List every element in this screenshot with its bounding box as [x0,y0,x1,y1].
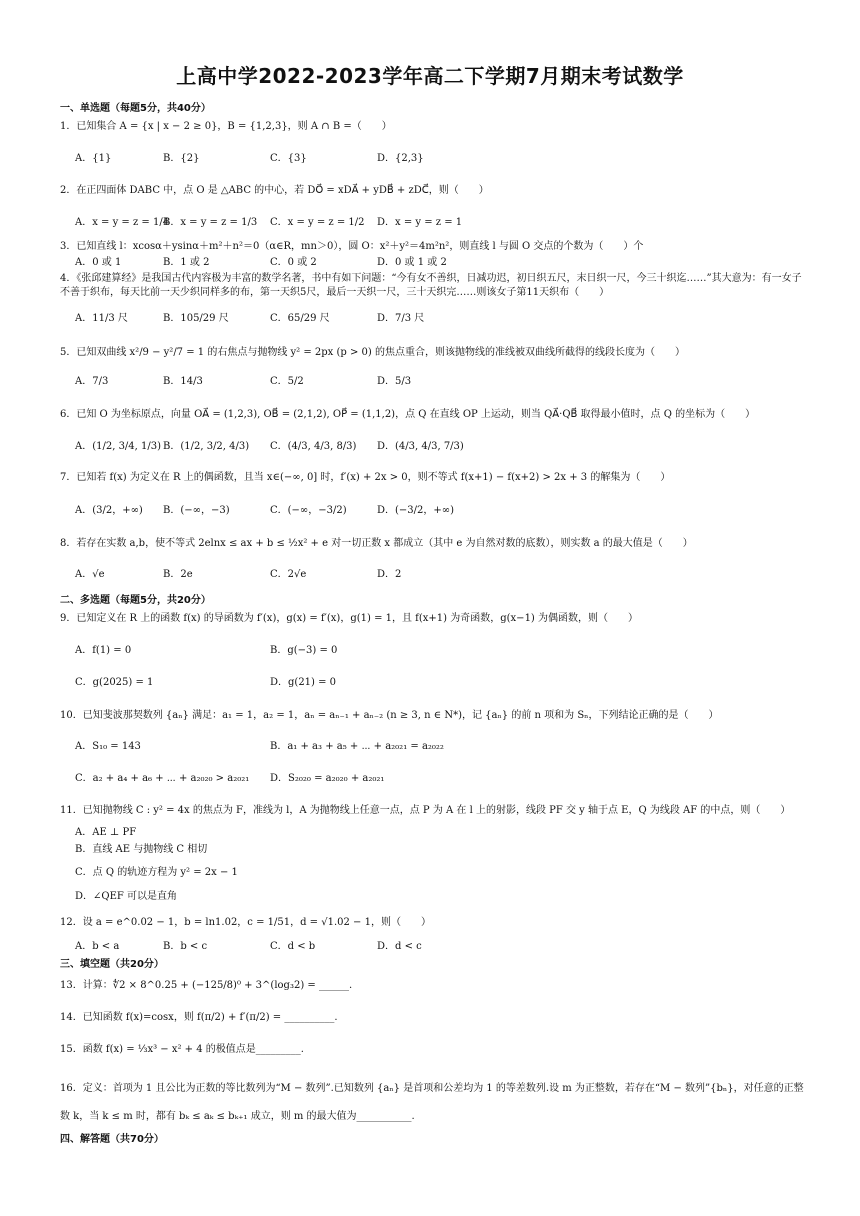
question-5: 5．已知双曲线 x²/9 − y²/7 = 1 的右焦点与抛物线 y² = 2px (p > 0) 的焦点重合，则该抛物线的准线被双曲线所截得的线段长度为（ ） [60,347,685,358]
question-11: 11．已知抛物线 C : y² = 4x 的焦点为 F，准线为 l，A 为抛物线上任意一点，点 P 为 A 在 l 上的射影，线段 PF 交 y 轴于点 E，Q 为线段 AF 的中点，则（ ） [60,805,791,816]
question-1: 1．已知集合 A = {x | x − 2 ≥ 0}，B = {1,2,3}，则 A ∩ B =（ ） [60,121,392,132]
q3-option-b: B．1 或 2 [163,257,210,268]
question-12: 12．设 a = e^0.02 − 1，b = ln1.02，c = 1/51，d = √1.02 − 1，则（ ） [60,917,431,928]
q11-option-d: D．∠QEF 可以是直角 [75,891,178,902]
q9-option-b: B．g(−3) = 0 [270,645,338,656]
q5-option-c: C．5/2 [270,376,304,387]
question-13: 13．计算：∜2 × 8^0.25 + (−125/8)⁰ + 3^(log₃2) = ______. [60,980,353,991]
q8-option-c: C．2√e [270,569,307,580]
question-2: 2．在正四面体 DABC 中，点 O 是 △ABC 的中心，若 DO⃗ = xDA⃗ + yDB⃗ + zDC⃗，则（ ） [60,185,489,196]
q10-option-a: A．S₁₀ = 143 [75,741,141,752]
q1-option-d: D．{2,3} [377,153,424,164]
q1-option-a: A．{1} [75,153,112,164]
question-8: 8．若存在实数 a,b，使不等式 2elnx ≤ ax + b ≤ ½x² + e 对一切正数 x 都成立（其中 e 为自然对数的底数），则实数 a 的最大值是（ ） [60,538,693,549]
q8-option-b: B．2e [163,569,193,580]
page-title: 上高中学2022-2023学年高二下学期7月期末考试数学 [176,64,684,88]
section-heading-answer: 四、解答题（共70分） [60,1134,164,1145]
q7-option-d: D．(−3/2，+∞) [377,505,455,516]
q4-option-a: A．11/3 尺 [75,313,128,324]
q5-option-d: D．5/3 [377,376,412,387]
q10-option-b: B．a₁ + a₃ + a₅ + ⋯ + a₂₀₂₁ = a₂₀₂₂ [270,741,444,752]
q10-option-d: D．S₂₀₂₀ = a₂₀₂₀ + a₂₀₂₁ [270,773,385,784]
q1-option-b: B．{2} [163,153,200,164]
question-4: 4．《张邱建算经》是我国古代内容极为丰富的数学名著，书中有如下问题：“今有女不善织，日减功迟，初日织五尺，末日织一尺，今三十织迄……”其大意为：有一女子不善于织布，每天比前一天少织同样多的布，第一天织5尺，最后一天织一尺，三十天织完……则该女子第11天织布（ ） [60,273,802,298]
q2-option-c: C．x = y = z = 1/2 [270,217,365,228]
question-15: 15．函数 f(x) = ⅓x³ − x² + 4 的极值点是_________. [60,1044,304,1055]
q1-option-c: C．{3} [270,153,307,164]
q2-option-a: A．x = y = z = 1/4 [75,217,170,228]
q11-option-a: A．AE ⊥ PF [75,827,137,838]
q2-option-b: B．x = y = z = 1/3 [163,217,258,228]
q8-option-d: D．2 [377,569,402,580]
q3-option-a: A．0 或 1 [75,257,122,268]
q9-option-a: A．f(1) = 0 [75,645,132,656]
q3-option-d: D．0 或 1 或 2 [377,257,447,268]
q7-option-c: C．(−∞，−3/2) [270,505,347,516]
q6-option-b: B．(1/2, 3/2, 4/3) [163,441,250,452]
q4-option-c: C．65/29 尺 [270,313,330,324]
q9-option-d: D．g(21) = 0 [270,677,337,688]
q12-option-b: B．b < c [163,941,208,952]
q11-option-b: B．直线 AE 与抛物线 C 相切 [75,844,208,855]
q11-option-c: C．点 Q 的轨迹方程为 y² = 2x − 1 [75,867,238,878]
question-10: 10．已知斐波那契数列 {aₙ} 满足：a₁ = 1，a₂ = 1，aₙ = aₙ₋₁ + aₙ₋₂ (n ≥ 3, n ∈ N*)，记 {aₙ} 的前 n 项和为 Sₙ，下列结论正确的是（ ） [60,710,719,721]
question-9: 9．已知定义在 R 上的函数 f(x) 的导函数为 f′(x)，g(x) = f′(x)，g(1) = 1，且 f(x+1) 为奇函数，g(x−1) 为偶函数，则（ ） [60,613,639,624]
q6-option-a: A．(1/2, 3/4, 1/3) [75,441,162,452]
section-heading-single-choice: 一、单选题（每题5分，共40分） [60,103,211,114]
q3-option-c: C．0 或 2 [270,257,317,268]
q5-option-b: B．14/3 [163,376,203,387]
q12-option-d: D．d < c [377,941,422,952]
q10-option-c: C．a₂ + a₄ + a₆ + ⋯ + a₂₀₂₀ > a₂₀₂₁ [75,773,250,784]
section-heading-fill-in: 三、填空题（共20分） [60,959,164,970]
question-16: 16．定义：首项为 1 且公比为正数的等比数列为“M − 数列”.已知数列 {aₙ} 是首项和公差均为 1 的等差数列.设 m 为正整数，若存在“M − 数列”{bₙ}，对任意的正整数 k，当 k ≤ m 时，都有 bₖ ≤ aₖ ≤ bₖ₊₁ 成立，则 m 的最大值为___________. [60,1083,804,1122]
q2-option-d: D．x = y = z = 1 [377,217,463,228]
q5-option-a: A．7/3 [75,376,109,387]
q6-option-c: C．(4/3, 4/3, 8/3) [270,441,357,452]
q4-option-d: D．7/3 尺 [377,313,425,324]
q7-option-a: A．(3/2，+∞) [75,505,143,516]
question-7: 7．已知若 f(x) 为定义在 R 上的偶函数，且当 x∈(−∞, 0] 时，f′(x) + 2x > 0，则不等式 f(x+1) − f(x+2) > 2x + 3 的解集为（ ） [60,472,671,483]
q9-option-c: C．g(2025) = 1 [75,677,154,688]
q12-option-a: A．b < a [75,941,120,952]
question-14: 14．已知函数 f(x)=cosx，则 f(π/2) + f′(π/2) = __________. [60,1012,338,1023]
q6-option-d: D．(4/3, 4/3, 7/3) [377,441,464,452]
q4-option-b: B．105/29 尺 [163,313,229,324]
q8-option-a: A．√e [75,569,105,580]
q12-option-c: C．d < b [270,941,316,952]
q7-option-b: B．(−∞，−3) [163,505,230,516]
question-3: 3．已知直线 l：xcosα＋ysinα＋m²＋n²＝0（α∈R，mn＞0），圆 O：x²＋y²＝4m²n²，则直线 l 与圆 O 交点的个数为（ ）个 [60,241,644,252]
section-heading-multiple-choice: 二、多选题（每题5分，共20分） [60,595,211,606]
question-6: 6．已知 O 为坐标原点，向量 OA⃗ = (1,2,3), OB⃗ = (2,1,2), OP⃗ = (1,1,2)，点 Q 在直线 OP 上运动，则当 QA⃗·QB⃗ 取得最小值时，点 Q 的坐标为（ ） [60,409,756,420]
